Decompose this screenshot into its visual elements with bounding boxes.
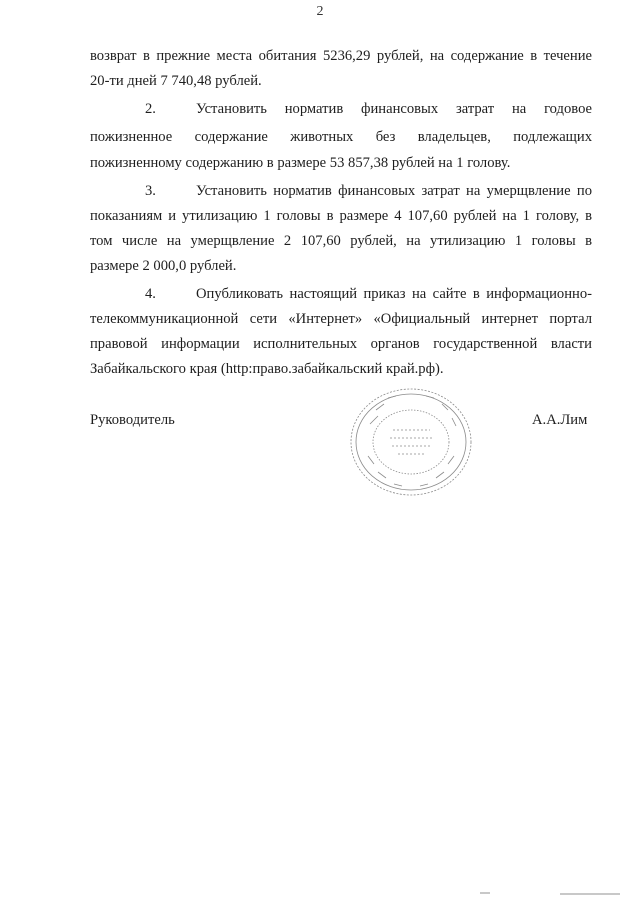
page-number: 2 bbox=[316, 4, 324, 19]
scan-speck bbox=[560, 893, 620, 895]
paragraph-line: Забайкальского края (http:право.забайкальский край.рф). bbox=[90, 361, 444, 377]
word: подлежащих bbox=[513, 129, 593, 145]
paragraph-line: пожизненному содержанию в размере 53 857,38 рублей на 1 голову. bbox=[90, 155, 511, 171]
word: владельцев, bbox=[417, 129, 491, 145]
paragraph-line bbox=[90, 128, 592, 146]
paragraph-line: 20-ти дней 7 740,48 рублей. bbox=[90, 73, 262, 89]
paragraph-line: том числе на умерщвление 2 107,60 рублей, на утилизацию 1 головы в bbox=[90, 233, 592, 249]
paragraph-line: телекоммуникационной сети «Интернет» «Официальный интернет портал bbox=[90, 311, 592, 327]
word: затрат bbox=[455, 101, 495, 117]
paragraph-line: правовой информации исполнительных органов государственной власти bbox=[90, 336, 592, 352]
paragraph-line: возврат в прежние места обитания 5236,29 рублей, на содержание в течение bbox=[90, 48, 592, 64]
word: на bbox=[511, 101, 527, 117]
word: годовое bbox=[544, 101, 593, 117]
paragraph-line: Опубликовать настоящий приказ на сайте в информационно- bbox=[196, 286, 592, 302]
list-number: 3. bbox=[145, 183, 156, 199]
list-number: 4. bbox=[145, 286, 156, 302]
signature-title: Руководитель bbox=[90, 412, 175, 428]
signature-name: А.А.Лим bbox=[532, 412, 588, 428]
paragraph-line: показаниям и утилизацию 1 головы в размере 4 107,60 рублей на 1 голову, в bbox=[90, 208, 592, 224]
paragraph-line: размере 2 000,0 рублей. bbox=[90, 258, 237, 274]
word: норматив bbox=[284, 101, 344, 117]
word: Установить bbox=[196, 101, 267, 117]
official-seal bbox=[348, 386, 474, 498]
word: без bbox=[375, 129, 396, 145]
scan-speck bbox=[480, 892, 490, 894]
paragraph-line: Установить норматив финансовых затрат на умерщвление по bbox=[196, 183, 592, 199]
word: животных bbox=[290, 129, 354, 145]
list-number: 2. bbox=[145, 101, 156, 117]
paragraph-line bbox=[196, 100, 592, 118]
word: содержание bbox=[194, 129, 268, 145]
word: пожизненное bbox=[90, 129, 173, 145]
word: финансовых bbox=[361, 101, 439, 117]
